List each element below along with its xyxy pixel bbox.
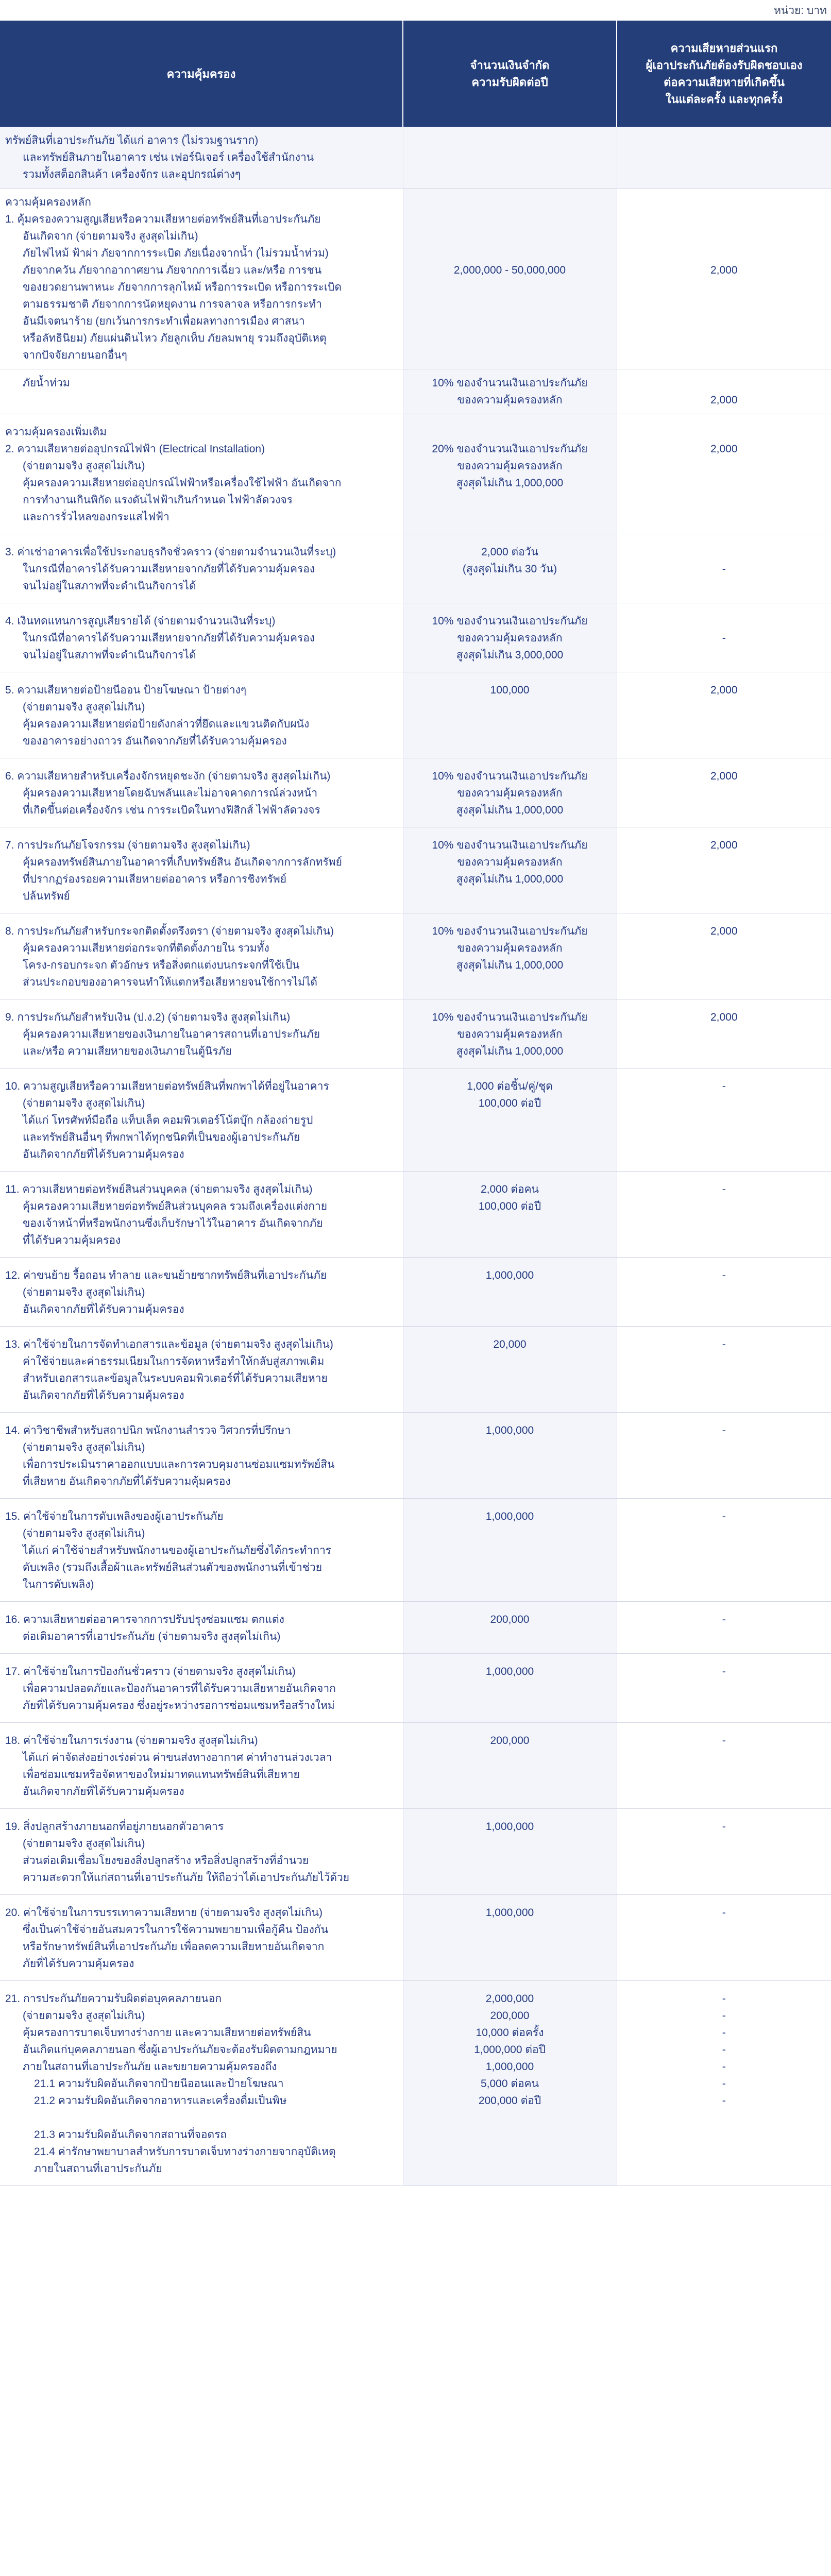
text-line: ของความคุ้มครองหลัก xyxy=(457,856,563,868)
text-line: ต่อเติมอาคารที่เอาประกันภัย (จ่ายตามจริง สูงสุดไม่เกิน) xyxy=(23,1631,281,1642)
text-line: 1,000 ต่อชิ้น/คู่/ชุด xyxy=(467,1080,553,1092)
text-line: และการรั่วไหลของกระแสไฟฟ้า xyxy=(23,511,169,523)
text-line: ความเสียหายส่วนแรก xyxy=(670,42,778,55)
limit-cell xyxy=(403,1981,617,2186)
text-line: และ/หรือ ความเสียหายของเงินภายในตู้นิรภัย xyxy=(23,1045,232,1057)
text-line: 2,000 xyxy=(710,684,738,696)
text-line xyxy=(621,423,827,440)
table-row xyxy=(0,1069,831,1172)
text-line: 21.2 ความรับผิดอันเกิดจากอาหารและเครื่องดื่มเป็นพิษ xyxy=(34,2095,287,2107)
limit-cell xyxy=(403,1327,617,1413)
text-line: หรือลัทธินิยม) ภัยแผ่นดินไหว ภัยลูกเห็บ ภัยลมพายุ รวมถึงอุบัติเหตุ xyxy=(23,332,327,344)
text-line: 10,000 ต่อครั้ง xyxy=(476,2027,544,2039)
text-line: ภายในสถานที่เอาประกันภัย xyxy=(34,2163,162,2175)
text-line: 2,000 ต่อวัน xyxy=(481,546,538,558)
text-line: เพื่อซ่อมแซมหรือจัดหาของใหม่มาทดแทนทรัพย์สินที่เสียหาย xyxy=(23,1769,300,1781)
text-line: 1,000,000 xyxy=(485,1821,534,1833)
text-line: ความคุ้มครอง xyxy=(166,67,236,80)
deductible-cell xyxy=(617,534,831,603)
deductible-cell xyxy=(617,127,831,189)
table-row xyxy=(0,603,831,672)
text-line: ที่เสียหาย อันเกิดจากภัยที่ได้รับความคุ้มครอง xyxy=(23,1476,231,1487)
table-row xyxy=(0,672,831,758)
text-line: ความคุ้มครองหลัก xyxy=(5,196,91,208)
text-line: (จ่ายตามจริง สูงสุดไม่เกิน) xyxy=(23,701,145,713)
text-line: ตามธรรมชาติ ภัยจากการนัดหยุดงาน การจลาจล หรือการกระทำ xyxy=(23,298,322,310)
text-line: 21.4 ค่ารักษาพยาบาลสำหรับการบาดเจ็บทางร่างกายจากอุบัติเหตุ xyxy=(34,2146,336,2158)
text-line: ของความคุ้มครองหลัก xyxy=(457,787,563,799)
text-line: - xyxy=(722,632,726,644)
text-line: จำนวนเงินจำกัด xyxy=(470,59,550,72)
limit-cell xyxy=(403,189,617,369)
text-line: (จ่ายตามจริง สูงสุดไม่เกิน) xyxy=(23,1528,145,1539)
coverage-cell xyxy=(0,1654,403,1723)
text-line: ของความคุ้มครองหลัก xyxy=(457,1028,563,1040)
text-line: รวมทั้งสต็อกสินค้า เครื่องจักร และอุปกรณ์ต่างๆ xyxy=(23,168,241,180)
deductible-cell xyxy=(617,827,831,913)
coverage-cell xyxy=(0,1069,403,1172)
coverage-cell xyxy=(0,534,403,603)
text-line: ได้แก่ โทรศัพท์มือถือ แท็บเล็ต คอมพิวเตอร์โน้ตบุ๊ก กล้องถ่ายรูป xyxy=(23,1114,313,1126)
text-line: 5. ความเสียหายต่อป้ายนีออน ป้ายโฆษณา ป้ายต่างๆ xyxy=(5,684,247,696)
text-line: 20. ค่าใช้จ่ายในการบรรเทาความเสียหาย (จ่ายตามจริง สูงสุดไม่เกิน) xyxy=(5,1907,323,1919)
text-line xyxy=(408,228,613,245)
text-line: ของเจ้าหน้าที่หรือพนักงานซึ่งเก็บรักษาไว้ในอาคาร อันเกิดจากภัย xyxy=(23,1217,323,1229)
text-line: 1. คุ้มครองความสูญเสียหรือความเสียหายต่อทรัพย์สินที่เอาประกันภัย xyxy=(5,213,321,225)
text-line: อันเกิดจาก (จ่ายตามจริง สูงสุดไม่เกิน) xyxy=(23,230,198,242)
text-line xyxy=(621,211,827,228)
text-line: - xyxy=(722,1666,726,1677)
deductible-cell xyxy=(617,369,831,414)
text-line: คุ้มครองความเสียหายต่อป้ายดังกล่าวที่ยึดและแขวนติดกับผนัง xyxy=(23,718,310,730)
text-line xyxy=(408,423,613,440)
text-line xyxy=(621,194,827,211)
text-line: 10. ความสูญเสียหรือความเสียหายต่อทรัพย์สินที่พกพาได้ที่อยู่ในอาคาร xyxy=(5,1080,329,1092)
text-line: ส่วนประกอบของอาคารจนทำให้แตกหรือเสียหายจนใช้การไม่ได้ xyxy=(23,976,318,988)
coverage-cell xyxy=(0,1499,403,1602)
text-line: และทรัพย์สินภายในอาคาร เช่น เฟอร์นิเจอร์ เครื่องใช้สำนักงาน xyxy=(23,151,314,163)
text-line: - xyxy=(722,2061,726,2073)
limit-cell xyxy=(403,534,617,603)
text-line: อันเกิดจากภัยที่ได้รับความคุ้มครอง xyxy=(23,1148,184,1160)
table-row xyxy=(0,1654,831,1723)
limit-cell xyxy=(403,758,617,827)
text-line: ภัยที่ได้รับความคุ้มครอง ซึ่งอยู่ระหว่างรอการซ่อมแซมหรือสร้างใหม่ xyxy=(23,1700,335,1711)
header-deductible xyxy=(617,21,831,127)
table-row xyxy=(0,1895,831,1981)
text-line: และทรัพย์สินอื่นๆ ที่พกพาได้ทุกชนิดที่เป็นของผู้เอาประกันภัย xyxy=(23,1131,300,1143)
text-line: - xyxy=(722,1269,726,1281)
coverage-cell xyxy=(0,1981,403,2186)
text-line: - xyxy=(722,2010,726,2022)
deductible-cell xyxy=(617,1809,831,1895)
text-line: คุ้มครองความเสียหายของเงินภายในอาคารสถานที่เอาประกันภัย xyxy=(23,1028,320,1040)
text-line: จนไม่อยู่ในสภาพที่จะดำเนินกิจการได้ xyxy=(23,649,196,661)
deductible-cell xyxy=(617,1413,831,1499)
text-line: สูงสุดไม่เกิน 1,000,000 xyxy=(456,959,564,971)
text-line: คุ้มครองการบาดเจ็บทางร่างกาย และความเสียหายต่อทรัพย์สิน xyxy=(23,2027,311,2039)
deductible-cell xyxy=(617,603,831,672)
text-line: การทำงานเกินพิกัด แรงดันไฟฟ้าเกินกำหนด ไฟฟ้าลัดวงจร xyxy=(23,494,293,506)
text-line: 2,000 xyxy=(710,264,738,276)
text-line: (จ่ายตามจริง สูงสุดไม่เกิน) xyxy=(23,2010,145,2022)
table-row xyxy=(0,999,831,1069)
text-line: 10% ของจำนวนเงินเอาประกันภัย xyxy=(432,1011,588,1023)
text-line: 2,000 xyxy=(710,925,738,937)
text-line: อันเกิดจากภัยที่ได้รับความคุ้มครอง xyxy=(23,1303,184,1315)
text-line xyxy=(5,2109,396,2126)
deductible-cell xyxy=(617,1499,831,1602)
text-line: (จ่ายตามจริง สูงสุดไม่เกิน) xyxy=(23,1838,145,1850)
text-line: 2,000 xyxy=(710,1011,738,1023)
text-line: ภัยน้ำท่วม xyxy=(23,377,70,389)
limit-cell xyxy=(403,999,617,1069)
limit-cell xyxy=(403,1499,617,1602)
text-line: สูงสุดไม่เกิน 1,000,000 xyxy=(456,873,564,885)
text-line: ดับเพลิง (รวมถึงเสื้อผ้าและทรัพย์สินส่วนตัวของพนักงานที่เข้าช่วย xyxy=(23,1562,323,1573)
limit-cell xyxy=(403,1723,617,1809)
text-line: 9. การประกันภัยสำหรับเงิน (ป.ง.2) (จ่ายตามจริง สูงสุดไม่เกิน) xyxy=(5,1011,291,1023)
text-line: จนไม่อยู่ในสภาพที่จะดำเนินกิจการได้ xyxy=(23,580,196,592)
text-line: อันเกิดจากภัยที่ได้รับความคุ้มครอง xyxy=(23,1389,184,1401)
text-line: 2,000 xyxy=(710,839,738,851)
text-line: ของความคุ้มครองหลัก xyxy=(457,632,563,644)
text-line: 15. ค่าใช้จ่ายในการดับเพลิงของผู้เอาประกันภัย xyxy=(5,1511,224,1522)
text-line: โครง-กรอบกระจก ตัวอักษร หรือสิ่งตกแต่งบนกระจกที่ใช้เป็น xyxy=(23,959,300,971)
text-line: - xyxy=(722,1907,726,1919)
text-line: สูงสุดไม่เกิน 3,000,000 xyxy=(456,649,564,661)
deductible-cell xyxy=(617,672,831,758)
text-line: 2,000,000 - 50,000,000 xyxy=(453,264,566,276)
deductible-cell xyxy=(617,1895,831,1981)
deductible-cell xyxy=(617,1327,831,1413)
text-line: ส่วนต่อเติมเชื่อมโยงของสิ่งปลูกสร้าง หรือสิ่งปลูกสร้างที่อำนวย xyxy=(23,1855,309,1867)
text-line: 2,000,000 xyxy=(485,1993,534,2005)
coverage-cell xyxy=(0,414,403,534)
text-line: 21.1 ความรับผิดอันเกิดจากป้ายนีออนและป้ายโฆษณา xyxy=(34,2078,284,2090)
text-line: ต่อความเสียหายที่เกิดขึ้น xyxy=(664,76,785,89)
table-row xyxy=(0,1602,831,1654)
coverage-cell xyxy=(0,827,403,913)
text-line: 5,000 ต่อคน xyxy=(480,2078,539,2090)
text-line: ความคุ้มครองเพิ่มเติม xyxy=(5,426,107,438)
text-line: ทรัพย์สินที่เอาประกันภัย ได้แก่ อาคาร (ไม่รวมฐานราก) xyxy=(5,134,259,146)
deductible-cell xyxy=(617,414,831,534)
text-line: จากปัจจัยภายนอกอื่นๆ xyxy=(23,349,127,361)
text-line: 100,000 xyxy=(490,684,530,696)
table-row xyxy=(0,534,831,603)
text-line: 200,000 ต่อปี xyxy=(478,2095,541,2107)
text-line: - xyxy=(722,2095,726,2107)
text-line: (จ่ายตามจริง สูงสุดไม่เกิน) xyxy=(23,460,145,472)
text-line: คุ้มครองความเสียหายโดยฉับพลันและไม่อาจคาดการณ์ล่วงหน้า xyxy=(23,787,318,799)
text-line: ในการดับเพลิง) xyxy=(23,1579,94,1590)
coverage-cell xyxy=(0,999,403,1069)
limit-cell xyxy=(403,1809,617,1895)
text-line: (จ่ายตามจริง สูงสุดไม่เกิน) xyxy=(23,1442,145,1453)
text-line: 14. ค่าวิชาชีพสำหรับสถาปนิก พนักงานสำรวจ วิศวกรที่ปรึกษา xyxy=(5,1425,291,1436)
coverage-cell xyxy=(0,127,403,189)
text-line: 2,000 xyxy=(710,770,738,782)
text-line: ที่ปรากฏร่องรอยความเสียหายต่ออาคาร หรือการชิงทรัพย์ xyxy=(23,873,287,885)
text-line: - xyxy=(722,2027,726,2039)
text-line: 2. ความเสียหายต่ออุปกรณ์ไฟฟ้า (Electrical Installation) xyxy=(5,443,265,455)
deductible-cell xyxy=(617,758,831,827)
limit-cell xyxy=(403,603,617,672)
text-line: 100,000 ต่อปี xyxy=(478,1097,541,1109)
deductible-cell xyxy=(617,1981,831,2186)
text-line: - xyxy=(722,1821,726,1833)
text-line: ของความคุ้มครองหลัก xyxy=(457,460,563,472)
deductible-cell xyxy=(617,1723,831,1809)
text-line: ของอาคารอย่างถาวร อันเกิดจากภัยที่ได้รับความคุ้มครอง xyxy=(23,735,287,747)
text-line: 1,000,000 xyxy=(485,1269,534,1281)
table-row xyxy=(0,1723,831,1809)
text-line: อันเกิดจากภัยที่ได้รับความคุ้มครอง xyxy=(23,1786,184,1798)
text-line: คุ้มครองความเสียหายต่อกระจกที่ติดตั้งภายใน รวมทั้ง xyxy=(23,942,269,954)
table-row xyxy=(0,369,831,414)
text-line: ความรับผิดต่อปี xyxy=(471,76,548,89)
text-line: 1,000,000 xyxy=(485,1907,534,1919)
text-line: ซึ่งเป็นค่าใช้จ่ายอันสมควรในการใช้ความพยายามเพื่อกู้คืน ป้องกัน xyxy=(23,1924,328,1936)
text-line: สำหรับเอกสารและข้อมูลในระบบคอมพิวเตอร์ที่ได้รับความเสียหาย xyxy=(23,1372,328,1384)
text-line: 1,000,000 xyxy=(485,2061,534,2073)
text-line: 2,000 ต่อคน xyxy=(480,1183,539,1195)
text-line xyxy=(408,245,613,262)
text-line: 16. ความเสียหายต่ออาคารจากการปรับปรุงซ่อมแซม ตกแต่ง xyxy=(5,1614,284,1625)
table-row xyxy=(0,1981,831,2186)
table-header-row xyxy=(0,21,831,127)
text-line: (สูงสุดไม่เกิน 30 วัน) xyxy=(462,563,557,575)
text-line xyxy=(621,613,827,630)
text-line: - xyxy=(722,1511,726,1522)
table-row xyxy=(0,758,831,827)
limit-cell xyxy=(403,672,617,758)
coverage-cell xyxy=(0,603,403,672)
text-line: 100,000 ต่อปี xyxy=(478,1200,541,1212)
limit-cell xyxy=(403,369,617,414)
text-line: ผู้เอาประกันภัยต้องรับผิดชอบเอง xyxy=(646,59,803,72)
limit-cell xyxy=(403,827,617,913)
text-line: 20,000 xyxy=(493,1338,527,1350)
text-line: คุ้มครองทรัพย์สินภายในอาคารที่เก็บทรัพย์สิน อันเกิดจากการลักทรัพย์ xyxy=(23,856,342,868)
table-row xyxy=(0,1172,831,1258)
text-line: 13. ค่าใช้จ่ายในการจัดทำเอกสารและข้อมูล (จ่ายตามจริง สูงสุดไม่เกิน) xyxy=(5,1338,333,1350)
table-row xyxy=(0,1413,831,1499)
coverage-cell xyxy=(0,758,403,827)
text-line: ความสะดวกให้แก่สถานที่เอาประกันภัย ให้ถือว่าได้เอาประกันภัยไว้ด้วย xyxy=(23,1872,350,1884)
text-line: หรือรักษาทรัพย์สินที่เอาประกันภัย เพื่อลดความเสียหายอันเกิดจาก xyxy=(23,1941,325,1953)
coverage-cell xyxy=(0,369,403,414)
text-line: ภัยไฟไหม้ ฟ้าผ่า ภัยจากการระเบิด ภัยเนื่องจากน้ำ (ไม่รวมน้ำท่วม) xyxy=(23,247,329,259)
text-line: - xyxy=(722,1425,726,1436)
coverage-cell xyxy=(0,1723,403,1809)
text-line: 200,000 xyxy=(490,1614,530,1625)
text-line: อันมีเจตนาร้าย (ยกเว้นการกระทำเพื่อผลทางการเมือง ศาสนา xyxy=(23,315,305,327)
table-row xyxy=(0,913,831,999)
coverage-cell xyxy=(0,1258,403,1327)
text-line: ได้แก่ ค่าใช้จ่ายสำหรับพนักงานของผู้เอาประกันภัยซึ่งได้กระทำการ xyxy=(23,1545,332,1556)
coverage-cell xyxy=(0,1602,403,1654)
table-row xyxy=(0,414,831,534)
text-line: 7. การประกันภัยโจรกรรม (จ่ายตามจริง สูงสุดไม่เกิน) xyxy=(5,839,250,851)
table-row xyxy=(0,127,831,189)
text-line: 200,000 xyxy=(490,2010,530,2022)
text-line: 2,000 xyxy=(710,443,738,455)
header-limit xyxy=(403,21,617,127)
text-line: ในแต่ละครั้ง และทุกครั้ง xyxy=(665,93,783,106)
text-line: - xyxy=(722,1338,726,1350)
text-line: 1,000,000 xyxy=(485,1425,534,1436)
text-line: ที่ได้รับความคุ้มครอง xyxy=(23,1234,121,1246)
limit-cell xyxy=(403,1895,617,1981)
text-line: ภัยจากควัน ภัยจากอากาศยาน ภัยจากการเฉี่ยว และ/หรือ การชน xyxy=(23,264,322,276)
coverage-table xyxy=(0,21,831,2186)
text-line: ของความคุ้มครองหลัก xyxy=(457,394,563,406)
coverage-cell xyxy=(0,1327,403,1413)
text-line: 20% ของจำนวนเงินเอาประกันภัย xyxy=(432,443,588,455)
deductible-cell xyxy=(617,1654,831,1723)
text-line: - xyxy=(722,1614,726,1625)
text-line: สูงสุดไม่เกิน 1,000,000 xyxy=(456,804,564,816)
text-line: ค่าใช้จ่ายและค่าธรรมเนียมในการจัดหาหรือทำให้กลับสู่สภาพเดิม xyxy=(23,1355,325,1367)
text-line: 6. ความเสียหายสำหรับเครื่องจักรหยุดชะงัก (จ่ายตามจริง สูงสุดไม่เกิน) xyxy=(5,770,331,782)
text-line: สูงสุดไม่เกิน 1,000,000 xyxy=(456,1045,564,1057)
text-line: ปล้นทรัพย์ xyxy=(23,890,70,902)
deductible-cell xyxy=(617,1069,831,1172)
deductible-cell xyxy=(617,913,831,999)
text-line: เพื่อความปลอดภัยและป้องกันอาคารที่ได้รับความเสียหายอันเกิดจาก xyxy=(23,1683,336,1694)
limit-cell xyxy=(403,414,617,534)
unit-label: หน่วย: บาท xyxy=(774,5,827,16)
coverage-cell xyxy=(0,672,403,758)
text-line: ในกรณีที่อาคารได้รับความเสียหายจากภัยที่ได้รับความคุ้มครอง xyxy=(23,563,315,575)
text-line: 8. การประกันภัยสำหรับกระจกติดตั้งตรึงตรา (จ่ายตามจริง สูงสุดไม่เกิน) xyxy=(5,925,334,937)
text-line: - xyxy=(722,2078,726,2090)
text-line: 10% ของจำนวนเงินเอาประกันภัย xyxy=(432,925,588,937)
text-line: ที่เกิดขึ้นต่อเครื่องจักร เช่น การระเบิดในทางฟิสิกส์ ไฟฟ้าลัดวงจร xyxy=(23,804,320,816)
text-line xyxy=(408,194,613,211)
header-coverage xyxy=(0,21,403,127)
text-line: - xyxy=(722,1183,726,1195)
limit-cell xyxy=(403,1069,617,1172)
text-line: 10% ของจำนวนเงินเอาประกันภัย xyxy=(432,377,588,389)
text-line: คุ้มครองความเสียหายต่อทรัพย์สินส่วนบุคคล รวมถึงเครื่องแต่งกาย xyxy=(23,1200,328,1212)
table-row xyxy=(0,189,831,369)
text-line: 10% ของจำนวนเงินเอาประกันภัย xyxy=(432,615,588,627)
text-line: (จ่ายตามจริง สูงสุดไม่เกิน) xyxy=(23,1286,145,1298)
text-line: สูงสุดไม่เกิน 1,000,000 xyxy=(456,477,564,489)
text-line: - xyxy=(722,563,726,575)
text-line: อันเกิดแก่บุคคลภายนอก ซึ่งผู้เอาประกันภัยจะต้องรับผิดตามกฎหมาย xyxy=(23,2044,337,2056)
text-line xyxy=(621,228,827,245)
text-line: 17. ค่าใช้จ่ายในการป้องกันชั่วคราว (จ่ายตามจริง สูงสุดไม่เกิน) xyxy=(5,1666,296,1677)
limit-cell xyxy=(403,913,617,999)
text-line: ภายในสถานที่เอาประกันภัย และขยายความคุ้มครองถึง xyxy=(23,2061,277,2073)
deductible-cell xyxy=(617,999,831,1069)
text-line: 1,000,000 xyxy=(485,1511,534,1522)
text-line: - xyxy=(722,2044,726,2056)
text-line: เพื่อการประเมินราคาออกแบบและการควบคุมงานซ่อมแซมทรัพย์สิน xyxy=(23,1459,335,1470)
text-line: 19. สิ่งปลูกสร้างภายนอกที่อยู่ภายนอกตัวอาคาร xyxy=(5,1821,224,1833)
text-line: - xyxy=(722,1735,726,1747)
limit-cell xyxy=(403,1602,617,1654)
limit-cell xyxy=(403,1172,617,1258)
table-row xyxy=(0,827,831,913)
text-line: 1,000,000 ต่อปี xyxy=(474,2044,546,2056)
text-line: 18. ค่าใช้จ่ายในการเร่งงาน (จ่ายตามจริง สูงสุดไม่เกิน) xyxy=(5,1735,258,1747)
text-line: 12. ค่าขนย้าย รื้อถอน ทำลาย และขนย้ายซากทรัพย์สินที่เอาประกันภัย xyxy=(5,1269,327,1281)
text-line: 2,000 xyxy=(710,394,738,406)
deductible-cell xyxy=(617,1602,831,1654)
text-line: 10% ของจำนวนเงินเอาประกันภัย xyxy=(432,770,588,782)
text-line: (จ่ายตามจริง สูงสุดไม่เกิน) xyxy=(23,1097,145,1109)
text-line: 4. เงินทดแทนการสูญเสียรายได้ (จ่ายตามจำนวนเงินที่ระบุ) xyxy=(5,615,276,627)
text-line: ของยวดยานพาหนะ ภัยจากการลุกไหม้ หรือการระเบิด หรือการระเบิด xyxy=(23,281,342,293)
limit-cell xyxy=(403,127,617,189)
text-line: 11. ความเสียหายต่อทรัพย์สินส่วนบุคคล (จ่ายตามจริง สูงสุดไม่เกิน) xyxy=(5,1183,313,1195)
text-line: - xyxy=(722,1993,726,2005)
text-line: 21.3 ความรับผิดอันเกิดจากสถานที่จอดรถ xyxy=(34,2129,227,2141)
text-line: ของความคุ้มครองหลัก xyxy=(457,942,563,954)
text-line xyxy=(621,544,827,561)
limit-cell xyxy=(403,1654,617,1723)
text-line: 21. การประกันภัยความรับผิดต่อบุคคลภายนอก xyxy=(5,1993,222,2005)
text-line xyxy=(408,211,613,228)
coverage-cell xyxy=(0,1895,403,1981)
text-line: ได้แก่ ค่าจัดส่งอย่างเร่งด่วน ค่าขนส่งทางอากาศ ค่าทำงานล่วงเวลา xyxy=(23,1752,332,1764)
limit-cell xyxy=(403,1258,617,1327)
text-line: 1,000,000 xyxy=(485,1666,534,1677)
text-line: ภัยที่ได้รับความคุ้มครอง xyxy=(23,1958,134,1970)
text-line: - xyxy=(722,1080,726,1092)
coverage-cell xyxy=(0,189,403,369)
deductible-cell xyxy=(617,1172,831,1258)
text-line: ในกรณีที่อาคารได้รับความเสียหายจากภัยที่ได้รับความคุ้มครอง xyxy=(23,632,315,644)
text-line: 3. ค่าเช่าอาคารเพื่อใช้ประกอบธุรกิจชั่วคราว (จ่ายตามจำนวนเงินที่ระบุ) xyxy=(5,546,336,558)
limit-cell xyxy=(403,1413,617,1499)
coverage-cell xyxy=(0,1172,403,1258)
text-line xyxy=(621,245,827,262)
text-line: 10% ของจำนวนเงินเอาประกันภัย xyxy=(432,839,588,851)
deductible-cell xyxy=(617,189,831,369)
coverage-cell xyxy=(0,1809,403,1895)
table-row xyxy=(0,1499,831,1602)
table-row xyxy=(0,1258,831,1327)
coverage-cell xyxy=(0,913,403,999)
table-row xyxy=(0,1809,831,1895)
text-line: คุ้มครองความเสียหายต่ออุปกรณ์ไฟฟ้าหรือเครื่องใช้ไฟฟ้า อันเกิดจาก xyxy=(23,477,342,489)
deductible-cell xyxy=(617,1258,831,1327)
table-row xyxy=(0,1327,831,1413)
text-line xyxy=(621,375,827,392)
coverage-cell xyxy=(0,1413,403,1499)
text-line: 200,000 xyxy=(490,1735,530,1747)
